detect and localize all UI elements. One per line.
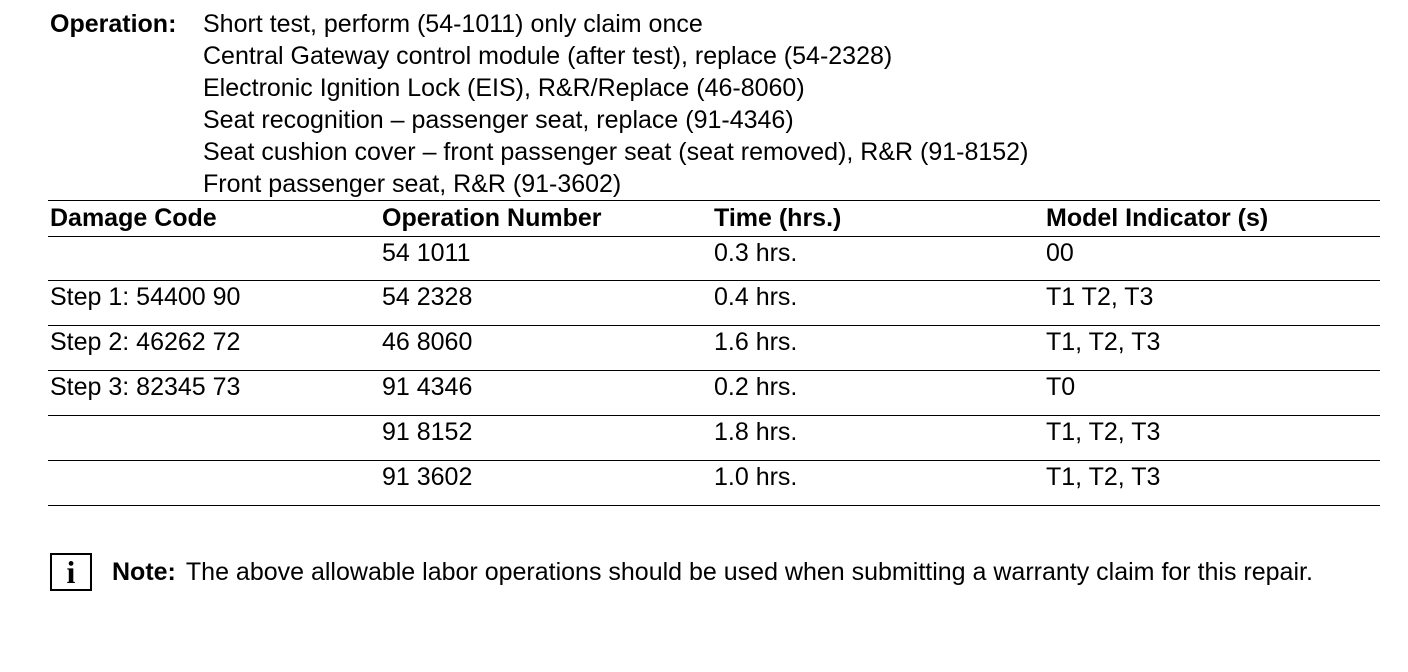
damage-code-cell: Step 1: 54400 90 — [48, 281, 380, 326]
damage-code-cell: Step 3: 82345 73 — [48, 371, 380, 416]
operation-number-cell: 91 4346 — [380, 371, 712, 416]
operation-line: Seat cushion cover – front passenger seat (seat removed), R&R (91-8152) — [203, 138, 1029, 166]
table-row — [48, 416, 1380, 461]
operation-line: Seat recognition – passenger seat, replace (91-4346) — [203, 106, 794, 134]
model-indicator-cell: T1, T2, T3 — [1044, 461, 1380, 506]
table-row — [48, 237, 1380, 281]
note-section — [50, 553, 1390, 591]
operation-line: Central Gateway control module (after test), replace (54-2328) — [203, 42, 893, 70]
model-indicator-cell: T1, T2, T3 — [1044, 326, 1380, 371]
header-model-indicator: Model Indicator (s) — [1044, 201, 1380, 237]
operation-number-cell: 91 3602 — [380, 461, 712, 506]
model-indicator-cell: T0 — [1044, 371, 1380, 416]
note-label: Note: — [112, 558, 176, 586]
time-cell: 0.3 hrs. — [712, 237, 1044, 281]
time-cell: 0.2 hrs. — [712, 371, 1044, 416]
table-row — [48, 371, 1380, 416]
header-time: Time (hrs.) — [712, 201, 1044, 237]
labor-table-container — [48, 200, 1380, 506]
model-indicator-cell: 00 — [1044, 237, 1380, 281]
note-text: The above allowable labor operations should be used when submitting a warranty claim for this repair. — [185, 558, 1313, 586]
operation-number-cell: 46 8060 — [380, 326, 712, 371]
operation-number-cell: 54 2328 — [380, 281, 712, 326]
operation-list — [203, 8, 1303, 200]
damage-code-cell: Step 2: 46262 72 — [48, 326, 380, 371]
damage-code-cell — [48, 461, 380, 506]
table-row — [48, 461, 1380, 506]
damage-code-cell — [48, 416, 380, 461]
header-operation-number: Operation Number — [380, 201, 712, 237]
operation-number-cell: 54 1011 — [380, 237, 712, 281]
header-damage-code: Damage Code — [48, 201, 380, 237]
model-indicator-cell: T1 T2, T3 — [1044, 281, 1380, 326]
table-row — [48, 326, 1380, 371]
operation-line: Electronic Ignition Lock (EIS), R&R/Replace (46-8060) — [203, 74, 805, 102]
labor-operations-table — [48, 200, 1380, 506]
model-indicator-cell: T1, T2, T3 — [1044, 416, 1380, 461]
info-icon: i — [50, 553, 92, 591]
time-cell: 1.8 hrs. — [712, 416, 1044, 461]
time-cell: 0.4 hrs. — [712, 281, 1044, 326]
table-header-row — [48, 201, 1380, 237]
time-cell: 1.6 hrs. — [712, 326, 1044, 371]
damage-code-cell — [48, 237, 380, 281]
table-row — [48, 281, 1380, 326]
operation-line: Front passenger seat, R&R (91-3602) — [203, 170, 622, 198]
operation-number-cell: 91 8152 — [380, 416, 712, 461]
operation-label: Operation: — [50, 10, 177, 38]
time-cell: 1.0 hrs. — [712, 461, 1044, 506]
operation-line: Short test, perform (54-1011) only claim once — [203, 10, 703, 38]
